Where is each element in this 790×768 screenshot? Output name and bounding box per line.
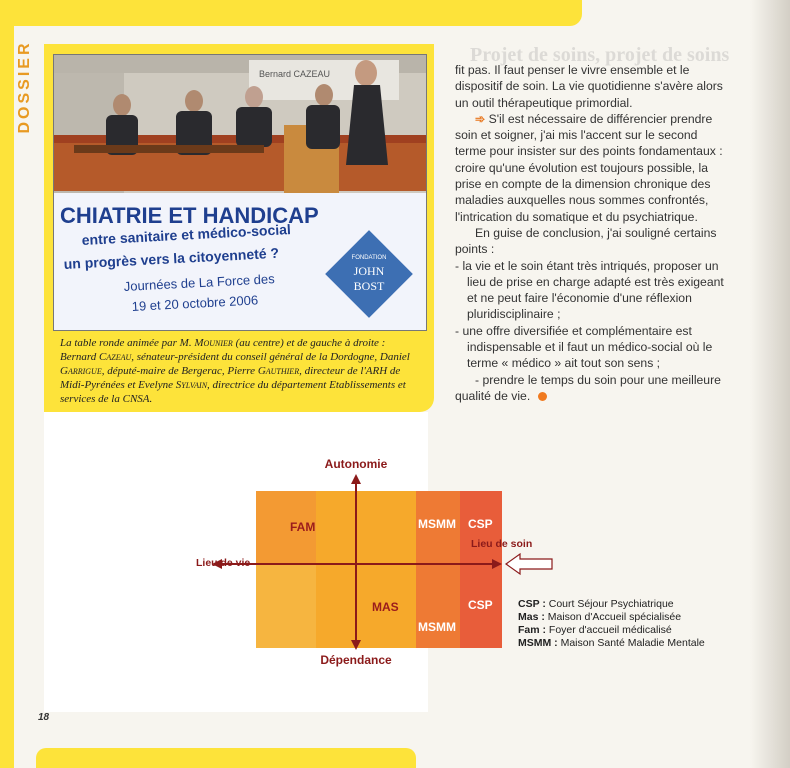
label-lieu-de-vie: Lieu de vie [196, 557, 251, 569]
label-lieu-de-soin: Lieu de soin [471, 538, 533, 550]
screen-caption: Bernard CAZEAU [259, 69, 331, 79]
end-bullet-icon [538, 392, 547, 401]
logo-line1: FONDATION [351, 255, 387, 261]
legend-text: Maison d'Accueil spécialisée [544, 611, 682, 623]
paragraph-2 [455, 111, 731, 225]
diagram-legend [518, 598, 705, 650]
care-matrix-diagram [180, 457, 533, 670]
article-body [455, 62, 731, 404]
caption-text: , directeur de l'ARH de Midi-Pyrénées et Evelyne [60, 365, 401, 391]
legend-item [518, 637, 705, 650]
spine-shadow [750, 0, 790, 768]
banner-line2: entre sanitaire et médico-social [81, 221, 292, 248]
label-dependance: Dépendance [320, 653, 392, 667]
caption-text: , directrice du département Etablissements et services de la CNSA. [60, 379, 406, 405]
caption-text: , député-maire de Bergerac, Pierre [101, 365, 258, 377]
section-tab-label: DOSSIER [16, 40, 33, 134]
legend-text: Maison Santé Maladie Mentale [557, 637, 705, 649]
caption-text: (au centre) et de gauche à droite : Bernard [60, 337, 386, 363]
list-item-last [455, 372, 731, 405]
caption-name: Cazeau [99, 351, 132, 363]
caption-text: La table ronde animée par M. [60, 337, 195, 349]
page-number: 18 [38, 712, 50, 723]
logo-line2: JOHN [353, 264, 385, 278]
legend-abbr: Mas : [518, 611, 545, 623]
label-csp-bottom: CSP [468, 598, 493, 612]
legend-item [518, 598, 705, 611]
caption-name: Garrigue [60, 365, 102, 377]
legend-item [518, 624, 705, 637]
legend-text: Foyer d'accueil médicalisé [546, 624, 672, 636]
list-item-text: - prendre le temps du soin pour une meilleure qualité de vie. [455, 372, 721, 403]
legend-item [518, 611, 705, 624]
label-autonomie: Autonomie [324, 457, 388, 471]
list-item: - une offre diversifiée et complémentaire est indispensable et il faut un médico-social où le terme « médico » ait tout son sens ; [455, 323, 713, 371]
legend-abbr: Fam : [518, 624, 547, 636]
banner-line3: un progrès vers la citoyenneté ? [63, 244, 280, 272]
legend-text: Court Séjour Psychiatrique [545, 598, 674, 610]
paragraph-1: fit pas. Il faut penser le vivre ensemble et le dispositif de soin. La vie quotidienne s'avère alors un outil thérapeutique primordial. [455, 63, 723, 110]
arrow-icon: ➾ [475, 111, 486, 126]
list-item: - la vie et le soin étant très intriqués, proposer un lieu de prise en charge adapté est très exigeant et ne peut faire l'économie d'une réflexion pluridisciplinaire ; [455, 258, 724, 322]
caption-name: Gauthier [257, 365, 300, 377]
label-csp-top: CSP [468, 517, 493, 531]
paragraph-3: En guise de conclusion, j'ai souligné certains points : [455, 225, 717, 257]
label-fam: FAM [290, 520, 316, 534]
conference-photo [53, 54, 427, 331]
quadrant-lower-left [256, 564, 316, 648]
banner-line4: Journées de La Force des [123, 271, 275, 294]
photo-caption [60, 336, 420, 406]
legend-abbr: CSP : [518, 598, 546, 610]
photo-illustration [54, 55, 426, 330]
paragraph-2-text: S'il est nécessaire de différencier prendre soin et soigner, j'ai mis l'accent sur le second terme pour insister sur des points fondamentaux : croire qu'une évolution est toujours possible, la prise en compte de la dimension chronique des maladies auxquelles nous sommes confrontés, l'intrication du somatique et du psychiatrique. [455, 111, 723, 224]
label-msmm-top: MSMM [418, 517, 456, 531]
axis-arrow-up-icon [351, 474, 361, 484]
bleed-through-title: Projet de soins, projet de soins [470, 44, 730, 66]
caption-text: , sénateur-président du conseil général de la Dordogne, Daniel [131, 351, 410, 363]
bottom-yellow-tab [36, 748, 416, 768]
top-yellow-band [0, 0, 582, 26]
label-mas: MAS [372, 600, 399, 614]
legend-abbr: MSMM : [518, 637, 558, 649]
hollow-arrow-icon [506, 554, 552, 574]
label-msmm-bottom: MSMM [418, 620, 456, 634]
column-csp [460, 491, 502, 648]
banner-line5: 19 et 20 octobre 2006 [131, 292, 259, 314]
banner-line1: CHIATRIE ET HANDICAP [60, 203, 319, 228]
section-tab [10, 32, 40, 142]
logo-line3: BOST [353, 279, 385, 293]
caption-name: Sylvain [175, 379, 208, 391]
caption-name: Mounier [194, 337, 233, 349]
